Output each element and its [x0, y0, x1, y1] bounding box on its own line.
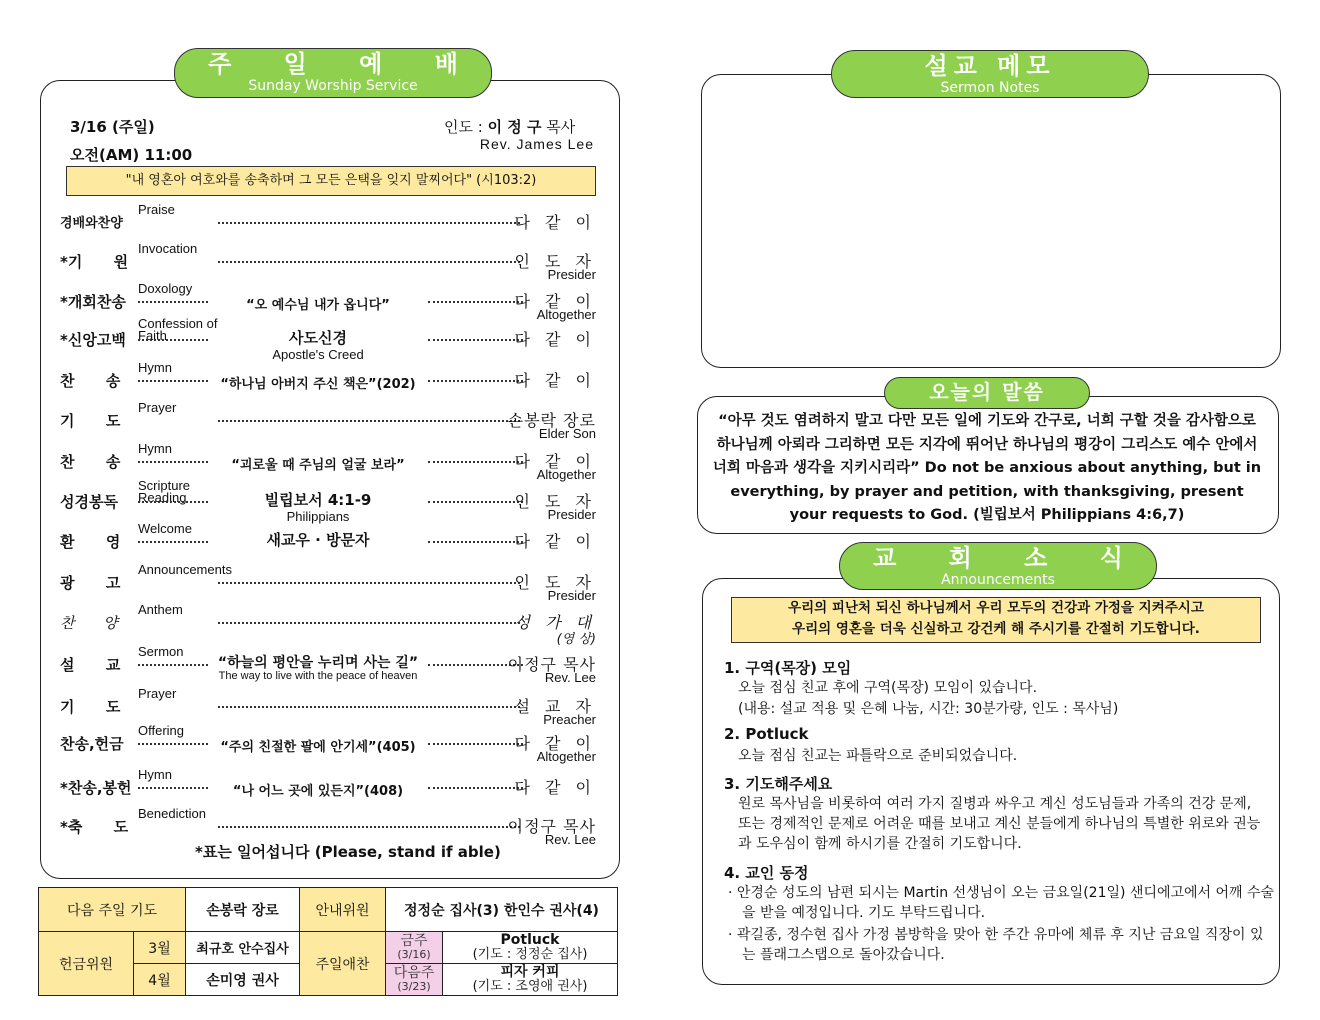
dotted-leader	[138, 743, 208, 745]
order-responsible-en: Rev. Lee	[544, 670, 596, 685]
order-label-ko: 찬 송	[60, 453, 121, 471]
next-week-date: (3/23)	[397, 980, 431, 994]
usher-value: 정정순 집사(3) 한인수 권사(4)	[386, 888, 618, 932]
service-leader-en: Rev. James Lee	[479, 136, 594, 152]
order-responsible-en: Altogether	[536, 307, 596, 322]
order-label-en: Doxology	[138, 281, 193, 296]
bullet-dot: ·	[728, 927, 737, 943]
order-item-title: “하나님 아버지 주신 책은”(202)	[220, 377, 416, 392]
order-responsible-en: (영 상)	[556, 632, 596, 647]
order-item-title: “나 어느 곳에 있든지”(408)	[232, 784, 404, 799]
dotted-leader	[428, 501, 523, 503]
order-label-ko: 찬 양	[60, 614, 118, 632]
stand-note: *표는 일어섭니다 (Please, stand if able)	[195, 843, 501, 861]
order-responsible: 다 같 이	[514, 371, 596, 390]
announcement-4-bullet2-text: 곽길종, 정수현 집사 가정 봄방학을 맞아 한 주간 유마에 체류 후 지난 금요일 직장이 있는 플래그스탭으로 돌아갔습니다.	[736, 927, 1264, 963]
next-week-menu: 피자 커피	[500, 964, 560, 981]
this-week-menu-cell	[443, 932, 618, 964]
next-week-menu-cell	[443, 964, 618, 996]
this-week-cell	[386, 932, 443, 964]
order-label-en: Hymn	[138, 441, 172, 456]
order-item-title: “오 예수님 내가 옵니다”	[246, 298, 390, 313]
order-label-ko: 찬 송	[60, 372, 121, 390]
march-label: 3월	[134, 932, 186, 964]
dotted-leader	[138, 664, 208, 666]
service-date: 3/16 (주일)	[70, 118, 155, 136]
order-responsible: 손봉락 장로	[507, 411, 596, 430]
order-responsible-en: Altogether	[536, 467, 596, 482]
announcement-1-line2: (내용: 설교 적용 및 은혜 나눔, 시간: 30분가량, 인도 : 목사님)	[738, 701, 1119, 717]
next-prayer-value: 손봉락 장로	[186, 888, 300, 932]
order-label-ko: *찬송,봉헌	[60, 779, 132, 797]
order-label-ko: *기 원	[60, 253, 129, 271]
order-responsible: 다 같 이	[514, 452, 596, 471]
announcement-3-text: 원로 목사님을 비롯하여 여러 가지 질병과 싸우고 계신 성도님들과 가족의 건강 문제, 또는 경제적인 문제로 어려운 때를 보내고 계신 분들에게 하나님의 특별한 위로와 권능과 도우심이 함께 하시기를 간절히 기도합니다.	[738, 796, 1261, 852]
order-responsible: 다 같 이	[514, 330, 596, 349]
order-item-title: 사도신경	[289, 329, 347, 347]
order-label-ko: *신앙고백	[60, 331, 126, 349]
today-word-text: “아무 것도 염려하지 말고 다만 모든 일에 기도와 간구로, 너희 구할 것을 감사함으로 하나님께 아뢰라 그리하면 모든 지각에 뛰어난 하나님의 평강이 그리스도 예수 안에서 너희 마음과 생각을 지키시리라” Do not be anxious about anything, but in everything, by prayer and petition, with thanksgiving, present your requests to God. (빌립보서 Philippians 4:6,7)	[712, 413, 1262, 523]
dotted-leader	[428, 743, 523, 745]
order-item-title: 새교우 · 방문자	[266, 531, 370, 549]
order-label-en: Invocation	[138, 241, 198, 256]
order-label-ko: 기 도	[60, 698, 121, 716]
service-time: 오전(AM) 11:00	[70, 146, 193, 164]
order-item-title: “괴로울 때 주님의 얼굴 보라”	[231, 458, 405, 473]
offering-label: 헌금위원	[39, 932, 134, 996]
leader-label: 인도 :	[444, 118, 488, 136]
order-label-ko: 광 고	[60, 574, 121, 592]
dotted-leader	[428, 461, 523, 463]
dotted-leader	[428, 380, 523, 382]
order-label-en: Sermon	[138, 644, 184, 659]
next-week-cell	[386, 964, 443, 996]
order-responsible-en: Presider	[547, 507, 596, 522]
announcements-banner	[839, 542, 1157, 590]
dotted-leader	[138, 339, 208, 341]
march-value: 최규호 안수집사	[186, 932, 300, 964]
order-label-en: Offering	[138, 723, 185, 738]
prayer-request-box	[731, 597, 1261, 643]
today-word-banner	[884, 377, 1090, 409]
dotted-leader	[218, 261, 520, 263]
dotted-leader	[218, 420, 520, 422]
order-label-en: Confession of Faith	[138, 316, 218, 343]
bottom-info-table	[38, 887, 618, 996]
theme-verse-text: "내 영혼아 여호와를 송축하며 그 모든 은택을 잊지 말찌어다" (시103:2)	[125, 173, 537, 188]
order-responsible: 다 같 이	[514, 778, 596, 797]
order-label-ko: 찬송,헌금	[60, 735, 124, 753]
sermon-notes-banner	[831, 50, 1149, 98]
dotted-leader	[218, 826, 520, 828]
dotted-leader	[138, 787, 208, 789]
this-week-menu: Potluck	[500, 932, 560, 948]
announcement-4-bullet1	[728, 883, 1276, 923]
sermon-notes-subtitle: Sermon Notes	[940, 80, 1040, 96]
order-label-en: Anthem	[138, 602, 183, 617]
worship-banner-subtitle: Sunday Worship Service	[248, 78, 418, 94]
dotted-leader	[218, 706, 520, 708]
order-label-en: Hymn	[138, 360, 172, 375]
this-week-prayer: (기도 : 정정순 집사)	[472, 947, 588, 963]
order-responsible-en: Elder Son	[538, 426, 596, 441]
leader-name: 이 정 구	[487, 118, 542, 136]
order-of-service	[40, 0, 618, 880]
dotted-leader	[138, 541, 208, 543]
order-responsible: 다 같 이	[514, 734, 596, 753]
april-value: 손미영 권사	[186, 964, 300, 996]
order-responsible: 다 같 이	[514, 292, 596, 311]
order-label-en: Prayer	[138, 686, 177, 701]
order-responsible-en: Preacher	[543, 712, 596, 727]
prayer-request-line1: 우리의 피난처 되신 하나님께서 우리 모두의 건강과 가정을 지켜주시고	[788, 600, 1204, 616]
dotted-leader	[218, 622, 520, 624]
dotted-leader	[218, 582, 520, 584]
sermon-notes-title: 설교 메모	[924, 52, 1056, 80]
order-label-ko: 성경봉독	[60, 493, 118, 511]
dotted-leader	[428, 787, 523, 789]
order-label-en: Praise	[138, 202, 175, 217]
order-responsible-en: Presider	[547, 267, 596, 282]
order-responsible: 다 같 이	[514, 532, 596, 551]
announcement-1-line1: 오늘 점심 친교 후에 구역(목장) 모임이 있습니다.	[738, 680, 1038, 696]
this-week-date: (3/16)	[397, 948, 431, 962]
dotted-leader	[428, 541, 523, 543]
dotted-leader	[428, 301, 523, 303]
order-label-ko: *축 도	[60, 818, 129, 836]
order-label-ko: 경배와찬양	[60, 216, 123, 231]
next-week-prayer: (기도 : 조영애 권사)	[472, 979, 588, 995]
dotted-leader	[428, 339, 523, 341]
dotted-leader	[138, 301, 208, 303]
order-label-en: Scripture Reading	[138, 478, 191, 505]
order-label-en: Welcome	[138, 521, 192, 536]
announcement-4-title: 4. 교인 동정	[724, 864, 809, 882]
order-item-subtitle: Philippians	[286, 509, 350, 524]
this-week-label: 금주	[400, 932, 428, 949]
usher-label: 안내위원	[300, 888, 386, 932]
worship-banner-title: 주 일 예 배	[208, 50, 480, 78]
order-item-subtitle: Apostle's Creed	[272, 347, 364, 362]
order-responsible: 성 가 대	[514, 613, 596, 632]
dotted-leader	[138, 461, 208, 463]
dotted-leader	[138, 380, 208, 382]
order-responsible-en: Altogether	[536, 749, 596, 764]
order-label-ko: 설 교	[60, 656, 121, 674]
next-week-label: 다음주	[393, 964, 435, 981]
order-item-title: “주의 친절한 팔에 안기세”(405)	[220, 740, 416, 755]
announcement-4-bullet2	[728, 925, 1276, 965]
order-label-ko: 기 도	[60, 412, 121, 430]
order-responsible: 다 같 이	[514, 213, 596, 232]
announcement-2-title: 2. Potluck	[724, 725, 809, 743]
lunch-label: 주일애찬	[300, 932, 386, 996]
order-item-subtitle: The way to live with the peace of heaven	[218, 670, 418, 682]
order-label-en: Prayer	[138, 400, 177, 415]
order-item-title: 빌립보서 4:1-9	[264, 491, 372, 509]
announcement-2-line1: 오늘 점심 친교는 파틀락으로 준비되었습니다.	[738, 748, 1018, 764]
announcement-4-bullet1-text: 안경순 성도의 남편 되시는 Martin 선생님이 오는 금요일(21일) 샌디에고에서 어깨 수술을 받을 예정입니다. 기도 부탁드립니다.	[736, 885, 1275, 921]
order-label-en: Hymn	[138, 767, 172, 782]
dotted-leader	[138, 501, 208, 503]
bullet-dot: ·	[728, 885, 737, 901]
order-label-en: Announcements	[138, 562, 232, 577]
announcements-subtitle: Announcements	[941, 572, 1055, 588]
order-responsible-en: Rev. Lee	[544, 832, 596, 847]
april-label: 4월	[134, 964, 186, 996]
order-responsible: 인 도 자	[514, 492, 596, 511]
order-item-title: “하늘의 평안을 누리며 사는 길”	[217, 655, 419, 671]
order-responsible: 인 도 자	[514, 252, 596, 271]
dotted-leader	[218, 222, 520, 224]
order-label-ko: 환 영	[60, 533, 121, 551]
sermon-notes-box[interactable]	[701, 74, 1281, 368]
order-responsible: 인 도 자	[514, 573, 596, 592]
announcement-3-title: 3. 기도해주세요	[724, 775, 833, 793]
order-label-en: Benediction	[138, 806, 206, 821]
order-responsible: 이정구 목사	[507, 655, 596, 674]
announcement-1-title: 1. 구역(목장) 모임	[724, 659, 852, 677]
order-label-ko: *개회찬송	[60, 293, 126, 311]
leader-title: 목사	[541, 118, 576, 136]
order-responsible-en: Presider	[547, 588, 596, 603]
order-responsible: 이정구 목사	[507, 817, 596, 836]
prayer-request-line2: 우리의 영혼을 더욱 신실하고 강건케 해 주시기를 간절히 기도합니다.	[792, 621, 1200, 637]
order-responsible: 설 교 자	[514, 697, 596, 716]
today-word-title: 오늘의 말씀	[929, 380, 1045, 404]
announcements-title: 교 회 소 식	[873, 544, 1145, 572]
next-prayer-label: 다음 주일 기도	[39, 888, 186, 932]
